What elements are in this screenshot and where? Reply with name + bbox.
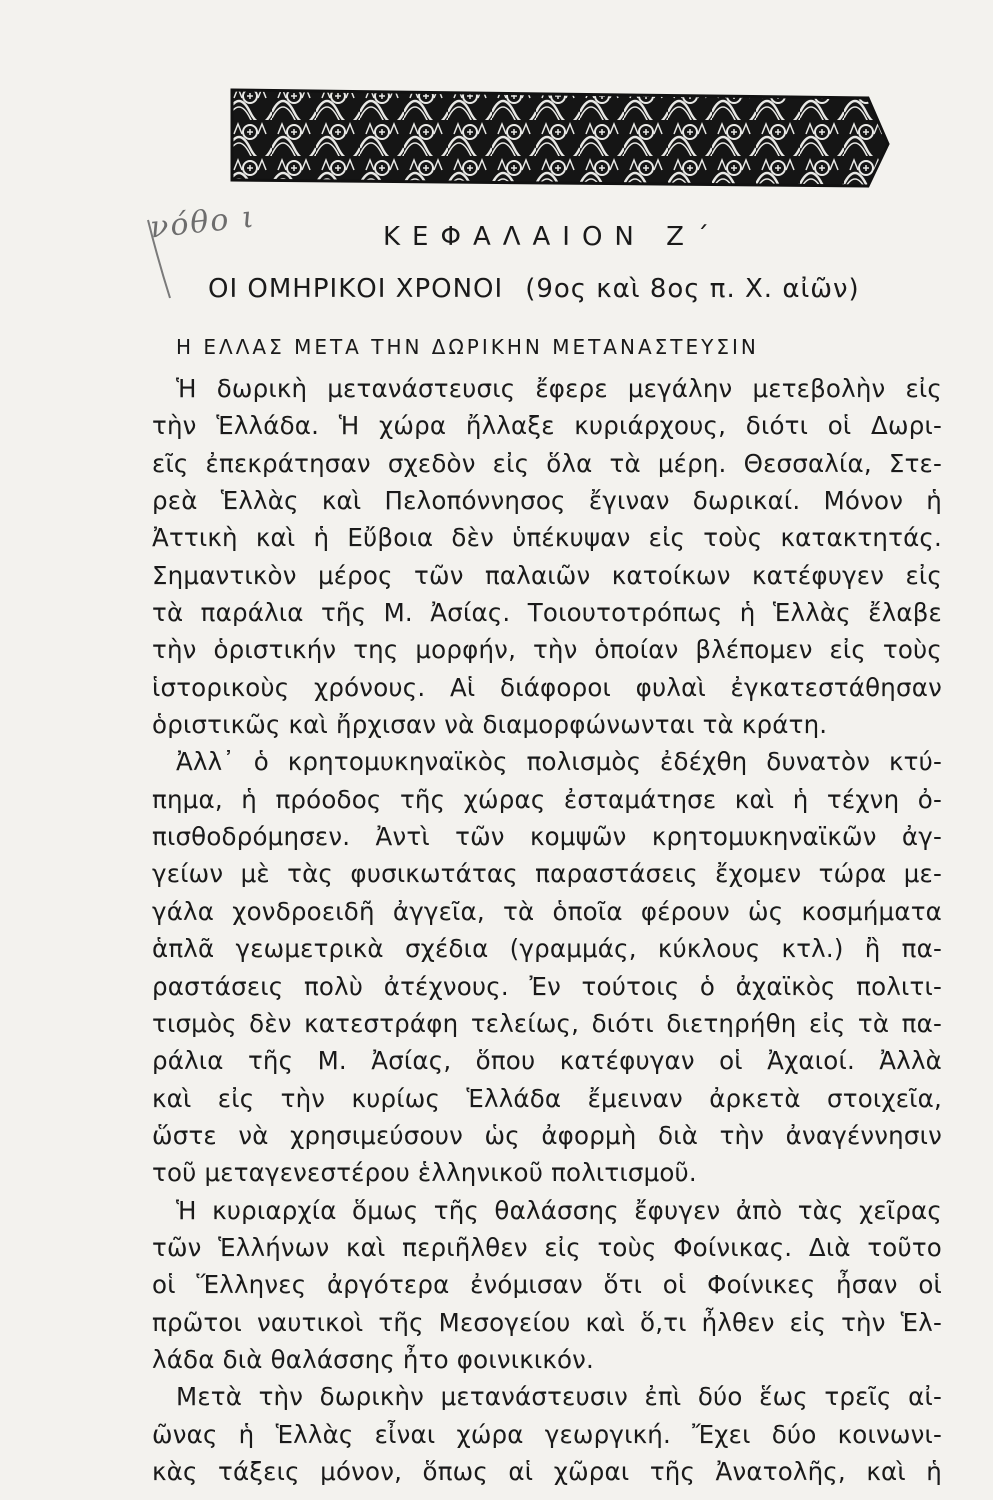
text-line: Ἀττικὴ καὶ ἡ Εὔβοια δὲν ὑπέκυψαν εἰς τοὺς κατακτητάς.: [152, 523, 942, 553]
chapter-title-line: [208, 274, 860, 304]
text-line: ρεὰ Ἑλλὰς καὶ Πελοπόννησος ἔγιναν δωρικαί. Μόνον ἡ: [152, 486, 942, 516]
section-heading: Η ΕΛΛΑΣ ΜΕΤΑ ΤΗΝ ΔΩΡΙΚΗΝ ΜΕΤΑΝΑΣΤΕΥΣΙΝ: [176, 335, 759, 359]
text-line: ράλια τῆς Μ. Ἀσίας, ὅπου κατέφυγαν οἱ Ἀχαιοί. Ἀλλὰ: [152, 1046, 942, 1076]
body-text: [152, 370, 942, 1490]
text-line: τισμὸς δὲν κατεστράφη τελείως, διότι διετηρήθη εἰς τὰ πα-: [152, 1008, 942, 1038]
text-line: τοῦ μεταγενεστέρου ἑλληνικοῦ πολιτισμοῦ.: [152, 1158, 697, 1188]
text-line: ραστάσεις πολὺ ἀτέχνους. Ἐν τούτοις ὁ ἀχαϊκὸς πολιτι-: [152, 971, 942, 1001]
text-line: πρῶτοι ναυτικοὶ τῆς Μεσογείου καὶ ὅ,τι ἦλθεν εἰς τὴν Ἑλ-: [152, 1307, 942, 1337]
text-line: Ἀλλ᾽ ὁ κρητομυκηναϊκὸς πολισμὸς ἐδέχθη δυνατὸν κτύ-: [176, 747, 942, 777]
text-line: Σημαντικὸν μέρος τῶν παλαιῶν κατοίκων κατέφυγεν εἰς: [152, 560, 942, 590]
text-line: Ἡ δωρικὴ μετανάστευσις ἔφερε μεγάλην μετεβολὴν εἰς: [176, 374, 942, 403]
text-line: τῶν Ἑλλήνων καὶ περιῆλθεν εἰς τοὺς Φοίνικας. Διὰ τοῦτο: [152, 1232, 942, 1262]
text-line: εῖς ἐπεκράτησαν σχεδὸν εἰς ὅλα τὰ μέρη. Θεσσαλία, Στε-: [152, 448, 942, 478]
text-line: Ἡ κυριαρχία ὅμως τῆς θαλάσσης ἔφυγεν ἀπὸ τὰς χεῖρας: [176, 1195, 942, 1225]
text-line: λάδα διὰ θαλάσσης ἦτο φοινικικόν.: [152, 1344, 595, 1374]
text-line: ἱστορικοὺς χρόνους. Αἱ διάφοροι φυλαὶ ἐγκατεστάθησαν: [152, 672, 942, 702]
text-line: ἁπλᾶ γεωμετρικὰ σχέδια (γραμμάς, κύκλους κτλ.) ἢ πα-: [152, 934, 942, 964]
text-line: κὰς τάξεις μόνον, ὅπως αἱ χῶραι τῆς Ἀνατολῆς, καὶ ἡ: [152, 1456, 942, 1486]
text-line: τὰ παράλια τῆς Μ. Ἀσίας. Τοιουτοτρόπως ἡ Ἑλλὰς ἔλαβε: [152, 598, 942, 628]
text-line: πημα, ἡ πρόοδος τῆς χώρας ἐσταμάτησε καὶ ἡ τέχνη ὀ-: [152, 784, 942, 814]
text-line: γείων μὲ τὰς φυσικωτάτας παραστάσεις ἔχομεν τώρα με-: [152, 859, 942, 889]
text-line: τὴν ὁριστικήν της μορφήν, τὴν ὁποίαν βλέπομεν εἰς τοὺς: [152, 635, 942, 665]
text-line: Μετὰ τὴν δωρικὴν μετανάστευσιν ἐπὶ δύο ἕως τρεῖς αἰ-: [176, 1382, 942, 1412]
text-line: πισθοδρόμησεν. Ἀντὶ τῶν κομψῶν κρητομυκηναϊκῶν ἀγ-: [152, 822, 942, 852]
text-line: γάλα χονδροειδῆ ἀγγεῖα, τὰ ὁποῖα φέρουν ὡς κοσμήματα: [152, 896, 942, 926]
text-line: ὥστε νὰ χρησιμεύσουν ὡς ἀφορμὴ διὰ τὴν ἀναγέννησιν: [152, 1120, 942, 1150]
text-line: οἱ Ἕλληνες ἀργότερα ἐνόμισαν ὅτι οἱ Φοίνικες ἦσαν οἱ: [152, 1270, 942, 1300]
text-line: τὴν Ἑλλάδα. Ἡ χώρα ἤλλαξε κυριάρχους, διότι οἱ Δωρι-: [152, 411, 942, 441]
chapter-heading: ΚΕΦΑΛΑΙΟΝ Ζ΄: [383, 222, 721, 252]
text-line: ῶνας ἡ Ἑλλὰς εἶναι χώρα γεωργική. Ἔχει δύο κοινωνι-: [152, 1419, 942, 1449]
handwritten-annotation: νόθο ι: [148, 199, 258, 246]
decorative-header-ornament: [228, 84, 890, 194]
chapter-title: ΟΙ ΟΜΗΡΙΚΟΙ ΧΡΟΝΟΙ: [208, 274, 504, 304]
text-line: καὶ εἰς τὴν κυρίως Ἑλλάδα ἔμειναν ἀρκετὰ στοιχεῖα,: [152, 1083, 942, 1113]
chapter-dates: (9ος καὶ 8ος π. Χ. αἰῶν): [525, 274, 860, 304]
text-line: ὁριστικῶς καὶ ἤρχισαν νὰ διαμορφώνωνται τὰ κράτη.: [152, 710, 828, 740]
